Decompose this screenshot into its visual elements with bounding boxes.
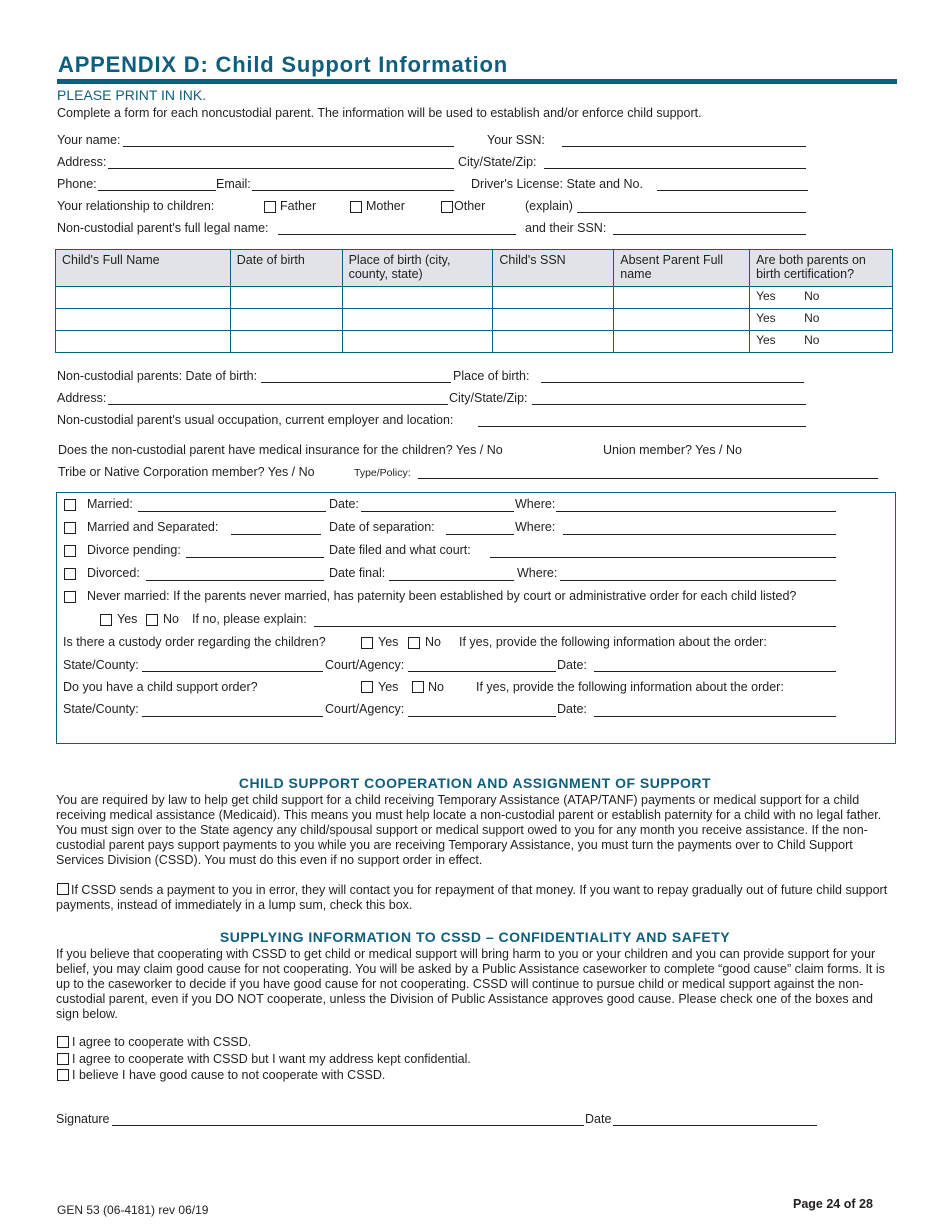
signature-date-label: Date (585, 1112, 612, 1126)
support-no-checkbox[interactable] (412, 681, 424, 693)
cell-input[interactable] (614, 287, 750, 309)
cell-input[interactable] (230, 287, 342, 309)
mother-label: Mother (366, 199, 405, 213)
custody-question: Is there a custody order regarding the children? (63, 635, 326, 649)
their-ssn-field[interactable] (613, 234, 806, 235)
insurance-question: Does the non-custodial parent have medical insurance for the children? Yes / No (58, 443, 503, 457)
custody-state-field[interactable] (142, 671, 323, 672)
ncp-name-label: Non-custodial parent's full legal name: (57, 221, 269, 235)
custody-court-label: Court/Agency: (325, 658, 405, 672)
print-ink-notice: PLEASE PRINT IN INK. (57, 87, 207, 103)
table-header-row (56, 250, 893, 287)
cell-input[interactable] (614, 309, 750, 331)
cell-input[interactable] (230, 309, 342, 331)
intro-text: Complete a form for each noncustodial parent. The information will be used to establish and/or enforce child support. (57, 106, 702, 120)
col-absent-parent: Absent Parent Full name (614, 250, 750, 287)
address-label: Address: (57, 155, 107, 169)
ncp-city-label: City/State/Zip: (449, 391, 528, 405)
date-final-field[interactable] (389, 580, 514, 581)
custody-state-label: State/County: (63, 658, 139, 672)
address-field[interactable] (108, 168, 454, 169)
father-label: Father (280, 199, 317, 213)
separated-where-field[interactable] (563, 534, 836, 535)
married-where-field[interactable] (556, 511, 836, 512)
married-date-field[interactable] (361, 511, 514, 512)
paternity-yes-label: Yes (117, 612, 138, 626)
title-rule (57, 79, 897, 84)
custody-yes-label: Yes (378, 635, 399, 649)
father-checkbox[interactable] (264, 201, 276, 213)
divorce-pending-field[interactable] (186, 557, 324, 558)
cell-input[interactable] (230, 331, 342, 353)
your-name-field[interactable] (123, 146, 454, 147)
yes-no-cell[interactable] (750, 287, 893, 309)
divorced-where-field[interactable] (560, 580, 836, 581)
cell-input[interactable] (493, 309, 614, 331)
custody-date-field[interactable] (594, 671, 836, 672)
divorced-field[interactable] (146, 580, 324, 581)
col-birth-cert: Are both parents on birth certification? (750, 250, 893, 287)
support-question: Do you have a child support order? (63, 680, 258, 694)
agree-checkbox[interactable] (57, 1036, 69, 1048)
your-ssn-field[interactable] (562, 146, 806, 147)
your-name-label: Your name: (57, 133, 121, 147)
custody-no-checkbox[interactable] (408, 637, 420, 649)
no-option[interactable]: No (804, 311, 820, 325)
married-separated-field[interactable] (231, 534, 321, 535)
ncp-name-field[interactable] (278, 234, 516, 235)
city-field[interactable] (544, 168, 806, 169)
confidentiality-body: If you believe that cooperating with CSSD to get child or medical support will bring harm to you or your children and you can provide support for your belief, you may claim good cause for not cooperating. You will be asked by a Public Assistance caseworker to complete “good cause” claim forms. It is up to the caseworker to decide if you have good cause for not cooperating. CSSD will continue to pursue child or medical support against the non-custodial parent, even if you DO NOT cooperate, unless the Division of Public Assistance approves good cause. Please check one of the boxes and sign below. (56, 947, 885, 1021)
custody-yes-checkbox[interactable] (361, 637, 373, 649)
custody-if-yes: If yes, provide the following information about the order: (459, 635, 767, 649)
paternity-yes-checkbox[interactable] (100, 614, 112, 626)
separated-where-label: Where: (515, 520, 556, 534)
repay-text: If CSSD sends a payment to you in error, they will contact you for repayment of that money. If you want to repay gradually out of future child support payments, instead of immediately in a lump sum, check this box. (56, 883, 888, 912)
cell-input[interactable] (342, 309, 493, 331)
table-row (56, 331, 893, 353)
col-place-of-birth: Place of birth (city, county, state) (342, 250, 493, 287)
yes-option[interactable]: Yes (756, 333, 776, 347)
divorced-checkbox[interactable] (64, 568, 76, 580)
ncp-pob-label: Place of birth: (453, 369, 530, 383)
custody-court-field[interactable] (408, 671, 556, 672)
form-id: GEN 53 (06-4181) rev 06/19 (57, 1203, 209, 1217)
col-child-name: Child's Full Name (56, 250, 231, 287)
license-label: Driver's License: State and No. (471, 177, 643, 191)
page-number: Page 24 of 28 (793, 1197, 873, 1211)
divorce-pending-checkbox[interactable] (64, 545, 76, 557)
children-table (55, 249, 893, 353)
cell-input[interactable] (493, 287, 614, 309)
cell-input[interactable] (342, 331, 493, 353)
paternity-no-label: No (163, 612, 179, 626)
divorced-label: Divorced: (87, 566, 140, 580)
married-where-label: Where: (515, 497, 556, 511)
cell-input[interactable] (56, 287, 231, 309)
type-policy-field[interactable] (418, 478, 878, 479)
paternity-no-checkbox[interactable] (146, 614, 158, 626)
married-checkbox[interactable] (64, 499, 76, 511)
date-separation-field[interactable] (446, 534, 514, 535)
ncp-dob-field[interactable] (261, 382, 451, 383)
married-field[interactable] (138, 511, 326, 512)
date-filed-label: Date filed and what court: (329, 543, 471, 557)
ncp-city-field[interactable] (532, 404, 806, 405)
cooperation-heading: CHILD SUPPORT COOPERATION AND ASSIGNMENT OF SUPPORT (238, 775, 712, 791)
table-row (56, 287, 893, 309)
married-label: Married: (87, 497, 133, 511)
support-state-label: State/County: (63, 702, 139, 716)
table-row (56, 309, 893, 331)
ncp-dob-label: Non-custodial parents: Date of birth: (57, 369, 258, 383)
email-label: Email: (216, 177, 251, 191)
support-court-field[interactable] (408, 716, 556, 717)
phone-field[interactable] (98, 190, 216, 191)
cell-input[interactable] (56, 309, 231, 331)
yes-option[interactable]: Yes (756, 311, 776, 325)
support-yes-label: Yes (378, 680, 399, 694)
col-dob: Date of birth (230, 250, 342, 287)
agree-label: I agree to cooperate with CSSD. (72, 1035, 252, 1049)
married-date-label: Date: (329, 497, 359, 511)
divorced-where-label: Where: (517, 566, 558, 580)
never-married-label: Never married: If the parents never married, has paternity been established by court or administrative order for each child listed? (87, 589, 797, 603)
cell-input[interactable] (614, 331, 750, 353)
ncp-address-field[interactable] (108, 404, 448, 405)
license-field[interactable] (657, 190, 808, 191)
yes-no-cell[interactable] (750, 309, 893, 331)
ncp-occupation-field[interactable] (478, 426, 806, 427)
divorce-pending-label: Divorce pending: (87, 543, 181, 557)
tribe-question: Tribe or Native Corporation member? Yes / No (58, 465, 315, 479)
cell-input[interactable] (342, 287, 493, 309)
no-option[interactable]: No (804, 333, 820, 347)
page-title: APPENDIX D: Child Support Information (58, 52, 509, 77)
ncp-occupation-label: Non-custodial parent's usual occupation, current employer and location: (57, 413, 454, 427)
confidentiality-heading: SUPPLYING INFORMATION TO CSSD – CONFIDENTIALITY AND SAFETY (219, 929, 731, 945)
no-option[interactable]: No (804, 289, 820, 303)
yes-no-cell[interactable] (750, 331, 893, 353)
yes-option[interactable]: Yes (756, 289, 776, 303)
explain-label: (explain) (525, 199, 573, 213)
mother-checkbox[interactable] (350, 201, 362, 213)
signature-date-field[interactable] (613, 1125, 817, 1126)
their-ssn-label: and their SSN: (525, 221, 607, 235)
date-separation-label: Date of separation: (329, 520, 435, 534)
other-checkbox[interactable] (441, 201, 453, 213)
good-cause-label: I believe I have good cause to not cooperate with CSSD. (72, 1068, 386, 1082)
phone-label: Phone: (57, 177, 97, 191)
col-child-ssn: Child's SSN (493, 250, 614, 287)
signature-label: Signature (56, 1112, 110, 1126)
never-married-checkbox[interactable] (64, 591, 76, 603)
cell-input[interactable] (493, 331, 614, 353)
other-label: Other (454, 199, 486, 213)
agree-confidential-label: I agree to cooperate with CSSD but I want my address kept confidential. (72, 1052, 471, 1066)
support-date-field[interactable] (594, 716, 836, 717)
cell-input[interactable] (56, 331, 231, 353)
support-state-field[interactable] (142, 716, 323, 717)
your-ssn-label: Your SSN: (487, 133, 545, 147)
cooperation-body: You are required by law to help get child support for a child receiving Temporary Assistance (ATAP/TANF) payments or medical support for a child receiving medical assistance (Medicaid). This means you must help locate a non-custodial parent or establish paternity for a child with no legal father. You must sign over to the State agency any child/spousal support or medical support owed to you for any month you receive assistance. If the non-custodial parent pays support payments to you while you are receiving Temporary Assistance, you must turn the payments over to Child Support Services Division (CSSD). You must do this even if no support order in effect. (56, 793, 882, 867)
custody-date-label: Date: (557, 658, 587, 672)
custody-no-label: No (425, 635, 441, 649)
email-field[interactable] (252, 190, 454, 191)
ncp-address-label: Address: (57, 391, 107, 405)
union-question: Union member? Yes / No (603, 443, 742, 457)
agree-confidential-checkbox[interactable] (57, 1053, 69, 1065)
support-if-yes: If yes, provide the following information about the order: (476, 680, 784, 694)
ncp-pob-field[interactable] (541, 382, 804, 383)
type-policy-label: Type/Policy: (354, 467, 411, 479)
city-label: City/State/Zip: (458, 155, 537, 169)
married-separated-checkbox[interactable] (64, 522, 76, 534)
married-separated-label: Married and Separated: (87, 520, 219, 534)
support-yes-checkbox[interactable] (361, 681, 373, 693)
if-no-field[interactable] (314, 626, 836, 627)
if-no-label: If no, please explain: (192, 612, 307, 626)
date-final-label: Date final: (329, 566, 386, 580)
good-cause-checkbox[interactable] (57, 1069, 69, 1081)
support-no-label: No (428, 680, 444, 694)
explain-field[interactable] (577, 212, 806, 213)
date-filed-field[interactable] (490, 557, 836, 558)
support-court-label: Court/Agency: (325, 702, 405, 716)
relationship-label: Your relationship to children: (57, 199, 215, 213)
support-date-label: Date: (557, 702, 587, 716)
signature-field[interactable] (112, 1125, 584, 1126)
